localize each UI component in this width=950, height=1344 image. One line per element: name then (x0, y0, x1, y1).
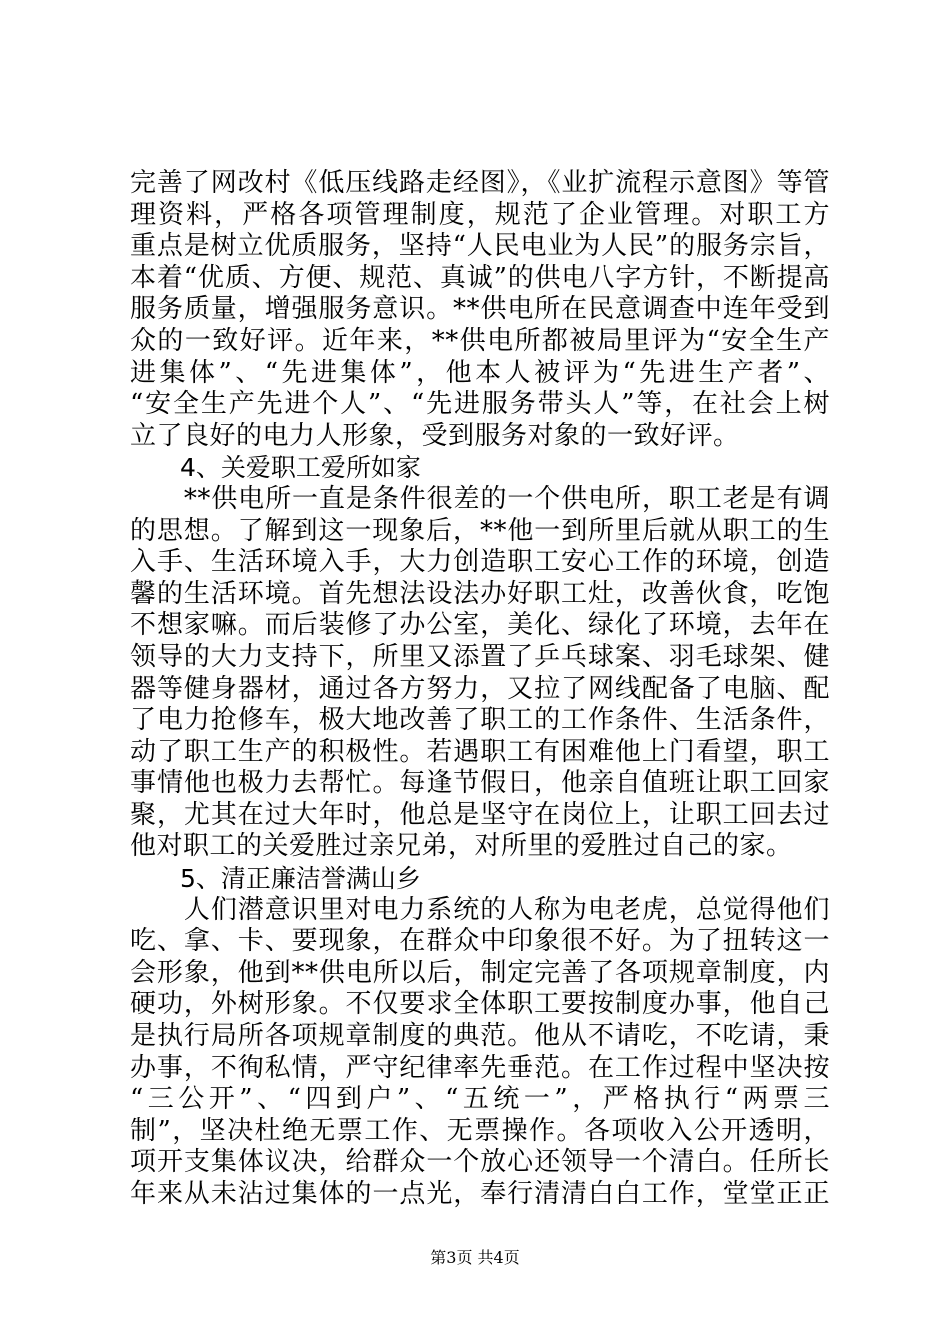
text-line: 制”，坚决杜绝无票工作、无票操作。各项收入公开透明， (130, 1115, 830, 1146)
text-line: **供电所一直是条件很差的一个供电所，职工老是有调 (183, 483, 830, 514)
section-heading-5: 5、清正廉洁誉满山乡 (180, 864, 421, 894)
text-line: “安全生产先进个人”、“先进服务带头人”等，在社会上树 (130, 389, 830, 420)
text-line: 聚，尤其在过大年时，他总是坚守在岗位上，让职工回去过 (130, 799, 830, 830)
text-line: “三公开”、“四到户”、“五统一”，严格执行“两票三 (130, 1084, 830, 1115)
text-line: 进集体”、“先进集体”，他本人被评为“先进生产者”、 (130, 357, 830, 388)
text-line: 年来从未沾过集体的一点光，奉行清清白白工作，堂堂正正 (130, 1179, 830, 1209)
text-line: 硬功，外树形象。不仅要求全体职工要按制度办事，他自己 (130, 989, 830, 1020)
text-line: 吃、拿、卡、要现象，在群众中印象很不好。为了扭转这一 (130, 926, 830, 957)
text-line: 是执行局所各项规章制度的典范。他从不请吃，不吃请，秉 (130, 1021, 830, 1052)
text-line: 完善了网改村《低压线路走经图》，《业扩流程示意图》等管 (130, 168, 830, 198)
document-body (130, 168, 830, 1211)
text-line: 理资料，严格各项管理制度，规范了企业管理。对职工方 (130, 199, 830, 230)
text-line: 馨的生活环境。首先想法设法办好职工灶，改善伙食，吃饱 (130, 578, 830, 609)
text-line: 服务质量，增强服务意识。**供电所在民意调查中连年受到 (130, 294, 830, 325)
text-line: 会形象，他到**供电所以后，制定完善了各项规章制度，内 (130, 957, 830, 988)
section-heading-4: 4、关爱职工爱所如家 (180, 453, 421, 483)
text-line: 众的一致好评。近年来，**供电所都被局里评为“安全生产 (130, 325, 830, 356)
text-line: 动了职工生产的积极性。若遇职工有困难他上门看望，职工 (130, 736, 830, 767)
text-line: 他对职工的关爱胜过亲兄弟，对所里的爱胜过自己的家。 (130, 831, 793, 862)
text-line: 器等健身器材，通过各方努力，又拉了网线配备了电脑、配 (130, 673, 830, 704)
text-line: 不想家嘛。而后装修了办公室，美化、绿化了环境，去年在 (130, 610, 830, 641)
page-number-footer: 第3页 共4页 (430, 1248, 520, 1267)
text-line: 本着“优质、方便、规范、真诚”的供电八字方针，不断提高 (130, 262, 830, 293)
text-line: 事情他也极力去帮忙。每逢节假日，他亲自值班让职工回家 (130, 768, 830, 799)
text-line: 重点是树立优质服务，坚持“人民电业为人民”的服务宗旨， (130, 231, 830, 262)
text-line: 的思想。了解到这一现象后，**他一到所里后就从职工的生 (130, 515, 830, 546)
text-line: 人们潜意识里对电力系统的人称为电老虎，总觉得他们 (183, 894, 830, 925)
text-line: 办事，不徇私情，严守纪律率先垂范。在工作过程中坚决按 (130, 1052, 830, 1083)
text-line: 了电力抢修车，极大地改善了职工的工作条件、生活条件， (130, 705, 830, 736)
text-line: 立了良好的电力人形象，受到服务对象的一致好评。 (130, 420, 740, 451)
text-line: 项开支集体议决，给群众一个放心还领导一个清白。任所长 (130, 1147, 830, 1178)
text-line: 入手、生活环境入手，大力创造职工安心工作的环境，创造 (130, 547, 830, 578)
text-line: 领导的大力支持下，所里又添置了乒乓球案、羽毛球架、健 (130, 641, 830, 672)
